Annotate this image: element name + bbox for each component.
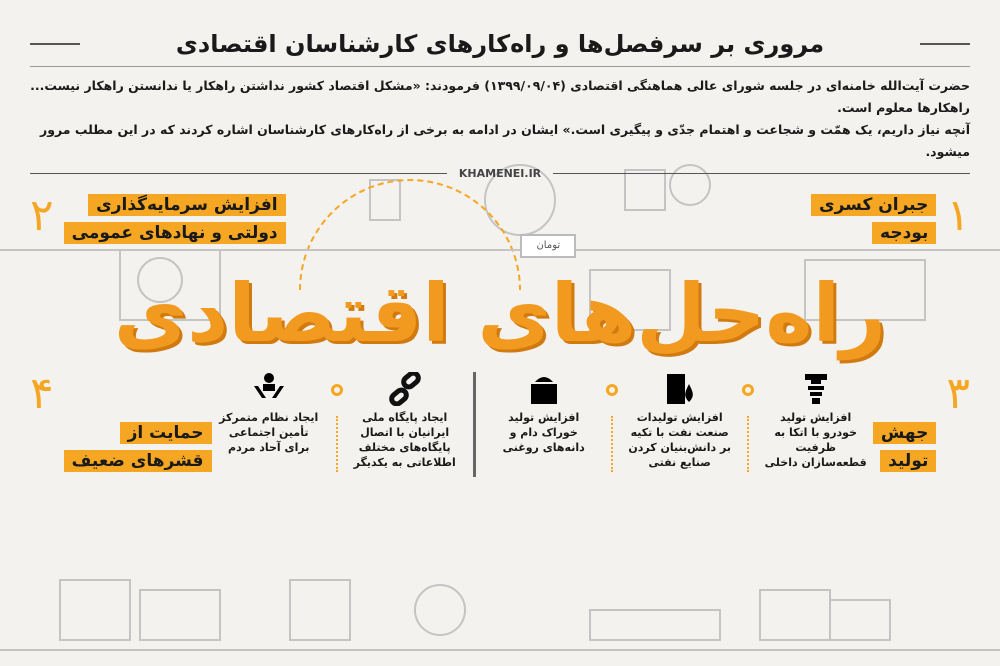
header <box>30 0 970 67</box>
section-4-number: ۴ <box>30 368 54 419</box>
section-1-number: ۱ <box>946 190 970 241</box>
site-logo[interactable]: KHAMENEI.IR <box>458 167 542 180</box>
item-car-production <box>764 372 868 470</box>
header-rule-left <box>30 43 80 45</box>
item-separator-dot <box>331 384 343 396</box>
section-2-line-2: دولتی و نهادهای عمومی <box>64 222 286 244</box>
item-separator-line <box>747 416 749 472</box>
social-support-icon <box>252 372 286 406</box>
intro-line-2: آنچه نیاز داریم، یک همّت و شجاعت و اهتمام جدّی و پیگیری است.» ایشان در ادامه به برخی از راه‌کارهای کارشناسان اشاره کردند که در این مطلب مرور میشود. <box>40 122 970 159</box>
chain-link-icon <box>388 372 422 406</box>
item-social-security <box>217 372 321 455</box>
logo-row <box>30 167 970 180</box>
header-rule-right <box>920 43 970 45</box>
item-text: افزایش تولیدات صنعت نفت با تکیه بر دانش‌بنیان کردن صنایع نفتی <box>628 411 731 469</box>
grain-sack-icon <box>527 372 561 406</box>
item-separator <box>606 372 618 472</box>
item-separator-line <box>336 416 338 472</box>
section-1-line-1: جبران کسری <box>811 194 936 216</box>
lower-sections <box>30 368 970 497</box>
item-text: ایجاد نظام متمرکز تأمین اجتماعی برای آحاد مردم <box>219 411 319 454</box>
section-4-heading <box>64 422 212 472</box>
section-4-line-2: قشرهای ضعیف <box>64 450 212 472</box>
item-separator <box>331 372 343 472</box>
intro-line-1: حضرت آیت‌الله خامنه‌ای در جلسه شورای عالی هماهنگی اقتصادی (۱۳۹۹/۰۹/۰۴) فرمودند: «مشکل اقتصاد کشور نداشتن راهکار یا ندانستن راهکار نیست... راهکارها معلوم است. <box>30 78 970 115</box>
section-1 <box>811 190 970 244</box>
item-national-database <box>353 372 457 470</box>
item-animal-feed <box>492 372 596 455</box>
item-text: افزایش تولید خودرو با اتکا به ظرفیت قطعه‌سازان داخلی <box>764 411 867 469</box>
section-2-heading <box>64 194 286 244</box>
item-separator-dot <box>742 384 754 396</box>
section-3-heading <box>873 422 937 472</box>
logo-rule-right <box>553 173 970 174</box>
section-2-line-1: افزایش سرمایه‌گذاری <box>88 194 286 216</box>
item-separator-line <box>611 416 613 472</box>
oil-barrel-icon <box>663 372 697 406</box>
main-title: راه‌حل‌های اقتصادی <box>113 267 887 360</box>
section-1-heading <box>811 194 936 244</box>
item-text: ایجاد پایگاه ملی ایرانیان با اتصال پایگاه‌های مختلف اطلاعاتی به یکدیگر <box>353 411 456 469</box>
intro-text <box>30 75 970 163</box>
section-3-line-1: جهش <box>873 422 937 444</box>
banknote: تومان <box>520 234 576 258</box>
section-3-line-2: تولید <box>880 450 936 472</box>
items-list <box>217 372 868 477</box>
item-separator <box>742 372 754 472</box>
upper-sections <box>30 190 970 258</box>
section-2 <box>30 190 286 244</box>
section-3 <box>873 368 970 472</box>
page-title: مروری بر سرفصل‌ها و راه‌کارهای کارشناسان اقتصادی <box>175 30 825 58</box>
item-text: افزایش تولید خوراک دام و دانه‌های روغنی <box>502 411 585 454</box>
item-separator-dot <box>606 384 618 396</box>
section-1-line-2: بودجه <box>872 222 936 244</box>
item-oil-industry <box>628 372 732 470</box>
logo-rule-left <box>30 173 447 174</box>
section-3-number: ۳ <box>946 368 970 419</box>
column-divider <box>473 372 476 477</box>
car-part-icon <box>799 372 833 406</box>
section-2-number: ۲ <box>30 190 54 241</box>
section-4-line-1: حمایت از <box>120 422 212 444</box>
section-4 <box>30 368 212 472</box>
